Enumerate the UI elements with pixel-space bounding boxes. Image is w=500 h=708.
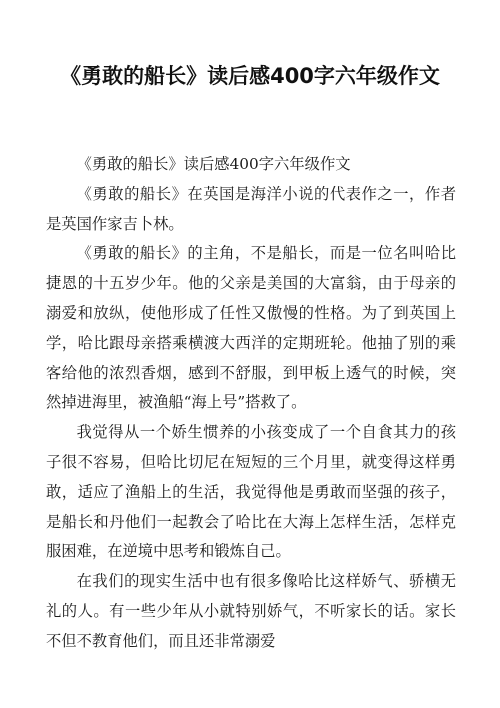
paragraph-real-life: 在我们的现实生活中也有很多像哈比这样娇气、骄横无礼的人。有一些少年从小就特别娇气，不听家长的话。家长不但不教育他们，而且还非常溺爱 bbox=[46, 572, 456, 650]
document-title: 《勇敢的船长》读后感400字六年级作文 bbox=[60, 64, 440, 88]
paragraph-intro: 《勇敢的船长》在英国是海洋小说的代表作之一，作者是英国作家吉卜林。 bbox=[46, 184, 456, 233]
document-body bbox=[46, 150, 456, 657]
paragraph-heading: 《勇敢的船长》读后感400字六年级作文 bbox=[76, 155, 351, 173]
paragraph-story: 《勇敢的船长》的主角，不是船长，而是一位名叫哈比捷恩的十五岁少年。他的父亲是美国的大富翁，由于母亲的溺爱和放纵，使他形成了任性又傲慢的性格。为了到英国上学，哈比跟母亲搭乘横渡大西洋的定期班轮。他抽了别的乘客给他的浓烈香烟，感到不舒服，到甲板上透气的时候，突然掉进海里，被渔船“海上号”搭救了。 bbox=[46, 244, 456, 412]
paragraph-reflection: 我觉得从一个娇生惯养的小孩变成了一个自食其力的孩子很不容易，但哈比切尼在短短的三个月里，就变得这样勇敢，适应了渔船上的生活，我觉得他是勇敢而坚强的孩子，是船长和丹他们一起教会了哈比在大海上怎样生活，怎样克服困难，在逆境中思考和锻炼自己。 bbox=[46, 423, 456, 561]
